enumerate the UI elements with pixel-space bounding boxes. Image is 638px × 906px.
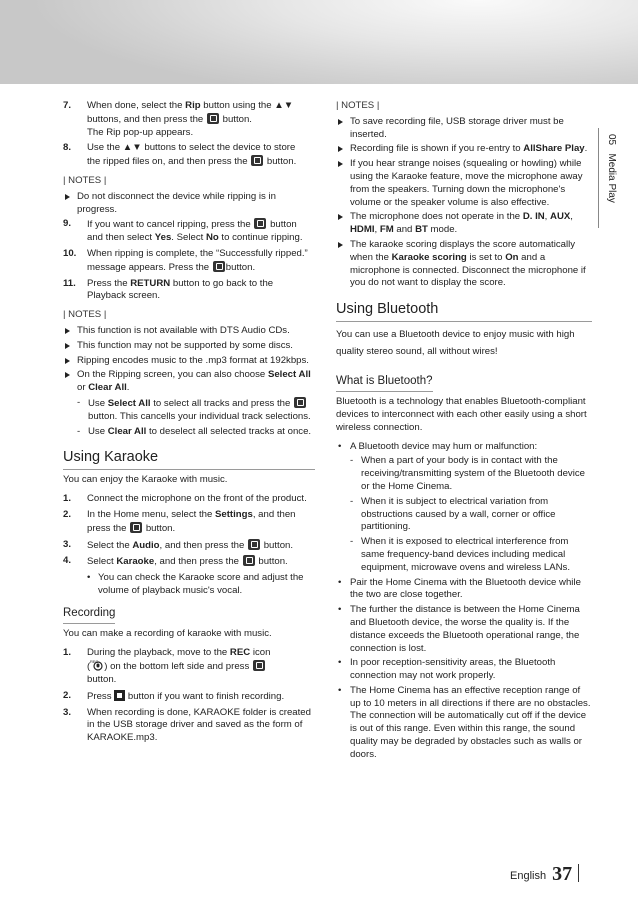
karaoke-step-1: 1. Connect the microphone on the front of the product.: [63, 493, 307, 505]
arrow-bullet-icon: [65, 194, 70, 200]
page-number: 37: [552, 863, 573, 885]
note-item: If you hear strange noises (squealing or howling) while using the Karaoke feature, move the microphone away from the speakers. Turning down the microphone's volume or the speaker volume is also effective.: [336, 158, 592, 209]
karaoke-step-2: 2. In the Home menu, select the Settings, and then press the button.: [63, 508, 296, 534]
step-9: 9. If you want to cancel ripping, press the button and then select Yes. Select No to continue ripping.: [63, 218, 303, 244]
step-10: 10. When ripping is complete, the “Successfully ripped.” message appears. Press the button.: [63, 247, 308, 273]
note-item: Recording file is shown if you re-entry to AllShare Play.: [336, 143, 592, 156]
step-8: 8. Use the ▲▼ buttons to select the device to store the ripped files on, and then press the button.: [63, 142, 297, 168]
notes-header: | NOTES |: [63, 309, 107, 321]
svg-text:REC: REC: [90, 659, 99, 665]
bullet-item: • The further the distance is between the Home Cinema and Bluetooth device, the worse the quality is. If the distance exceeds the Bluetooth operational range, the connection is lost.: [338, 604, 580, 654]
note-item: On the Ripping screen, you can also choose Select All or Clear All.: [63, 369, 315, 395]
note-subitem: - Use Clear All to deselect all selected tracks at once.: [77, 425, 312, 437]
enter-button-icon: [130, 522, 142, 533]
stop-button-icon: [114, 690, 125, 701]
recording-step-2: 2. Press button if you want to finish recording.: [63, 689, 285, 702]
note-item: Ripping encodes music to the .mp3 format at 192kbps.: [63, 355, 315, 368]
enter-button-icon: [251, 155, 263, 166]
karaoke-step-4: 4. Select Karaoke, and then press the button.: [63, 555, 288, 568]
arrow-bullet-icon: [338, 146, 343, 152]
left-column: [63, 100, 315, 748]
enter-button-icon: [243, 555, 255, 566]
page-footer: [510, 862, 579, 884]
section-intro: You can enjoy the Karaoke with music.: [63, 474, 228, 486]
footer-divider: [578, 864, 579, 882]
bullet-item: • The Home Cinema has an effective reception range of up to 10 meters in all directions if there are no obstacles. The connection will be automatically cut off if the device is out of this range. Even within this range, the sound quality may be degraded by obstacles such as walls or doors.: [338, 684, 591, 760]
microphone-rec-icon: [90, 659, 104, 671]
chapter-tab-label: [604, 134, 618, 203]
footer-language: English: [510, 870, 547, 882]
subsection-title-what-is-bluetooth: What is Bluetooth?: [336, 374, 433, 392]
arrow-bullet-icon: [65, 343, 70, 349]
enter-button-icon: [254, 218, 266, 229]
note-item: To save recording file, USB storage driver must be inserted.: [336, 116, 592, 142]
enter-button-icon: [213, 261, 225, 272]
note-item: The microphone does not operate in the D. IN, AUX, HDMI, FM and BT mode.: [336, 211, 592, 237]
enter-button-icon: [207, 113, 219, 124]
arrow-bullet-icon: [338, 161, 343, 167]
karaoke-step-3: 3. Select the Audio, and then press the button.: [63, 538, 294, 551]
header-band: [0, 0, 638, 84]
recording-step-1: 1. During the playback, move to the REC icon ( REC ) on the bottom left side and press button.: [63, 646, 271, 686]
enter-button-icon: [253, 660, 265, 671]
chapter-title: Media Play: [606, 153, 617, 203]
karaoke-step-4-note: • You can check the Karaoke score and adjust the volume of playback music's vocal.: [87, 572, 304, 596]
arrow-bullet-icon: [65, 328, 70, 334]
section-title-recording: Recording: [63, 606, 115, 624]
chapter-number: 05: [606, 134, 617, 146]
right-column: [336, 100, 592, 764]
note-item: Do not disconnect the device while ripping is in progress.: [63, 191, 315, 217]
arrow-bullet-icon: [338, 214, 343, 220]
bullet-subitem: - When it is subject to electrical variation from obstructions caused by a wall, corner or office partitioning.: [350, 495, 556, 533]
bullet-item: • In poor reception-sensitivity areas, the Bluetooth connection may not work properly.: [338, 657, 556, 682]
enter-button-icon: [294, 397, 306, 408]
step-11: 11. Press the RETURN button to go back to the Playback screen.: [63, 277, 274, 302]
bullet-item: • A Bluetooth device may hum or malfunction:: [338, 440, 538, 452]
note-subitem: - Use Select All to select all tracks and press the button. This cancells your individual track selections.: [77, 396, 311, 422]
subsection-intro: Bluetooth is a technology that enables Bluetooth-compliant devices to interconnect with each other easily using a short wireless connection.: [336, 396, 587, 433]
recording-step-3: 3. When recording is done, KARAOKE folder is created in the USB storage driver and saved as the form of KARAOKE.mp3.: [63, 706, 311, 744]
arrow-bullet-icon: [338, 242, 343, 248]
note-item: This function is not available with DTS Audio CDs.: [63, 325, 315, 338]
arrow-bullet-icon: [65, 358, 70, 364]
section-title-bluetooth: Using Bluetooth: [336, 300, 592, 322]
notes-header: | NOTES |: [63, 174, 107, 186]
bullet-subitem: - When it is exposed to electrical interference from same frequency-band devices including medical equipment, microwave ovens and wireless LANs.: [350, 536, 571, 573]
step-7: 7. When done, select the Rip button using the ▲▼ buttons, and then press the button. The Rip pop-up appears.: [63, 100, 294, 138]
arrow-bullet-icon: [338, 119, 343, 125]
bullet-item: • Pair the Home Cinema with the Bluetooth device while the two are close together.: [338, 576, 581, 601]
enter-button-icon: [248, 539, 260, 550]
arrow-bullet-icon: [65, 372, 70, 378]
note-item: This function may not be supported by some discs.: [63, 340, 315, 353]
notes-header: | NOTES |: [336, 100, 380, 111]
section-title-karaoke: Using Karaoke: [63, 448, 315, 470]
note-item: The karaoke scoring displays the score automatically when the Karaoke scoring is set to On and a microphone is connected. Disconnect the microphone if you do not want to display the score.: [336, 239, 592, 290]
bullet-subitem: - When a part of your body is in contact with the receiving/transmitting system of the Bluetooth device or the Home Cinema.: [350, 455, 585, 492]
section-intro: You can use a Bluetooth device to enjoy music with high quality stereo sound, all without wires!: [336, 329, 575, 358]
section-intro: You can make a recording of karaoke with music.: [63, 627, 272, 639]
